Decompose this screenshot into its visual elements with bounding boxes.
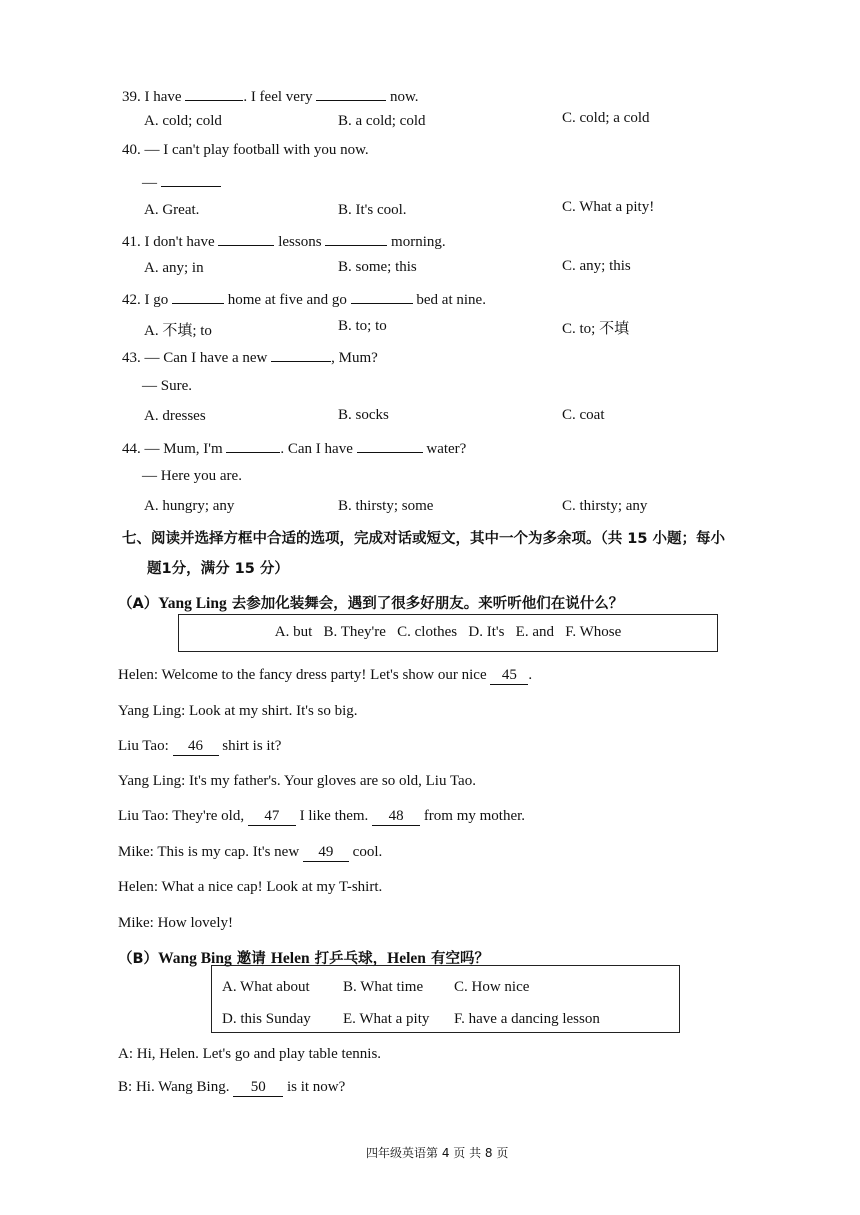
option-c[interactable]: C. coat xyxy=(562,407,605,423)
question-text: , Mum? xyxy=(331,350,378,366)
line-text: They're old, xyxy=(168,808,248,824)
option-c[interactable]: C. to; 不填 xyxy=(562,321,630,337)
question-number: 39. xyxy=(122,89,141,105)
option-a: A. What about xyxy=(222,979,310,995)
option-c[interactable]: C. thirsty; any xyxy=(562,498,648,514)
dialogue-line xyxy=(118,1046,381,1063)
question-number: 40. xyxy=(122,142,141,158)
option-b: B. What time xyxy=(343,979,424,995)
answer-blank-47[interactable]: 47 xyxy=(248,808,296,826)
name-text: Yang Ling xyxy=(158,595,227,612)
dialogue-line xyxy=(118,844,382,862)
question-text: now. xyxy=(389,89,419,105)
title-text: 去参加化装舞会，遇到了很多好朋友。来听听他们在说什么？ xyxy=(226,596,624,612)
dialogue-line xyxy=(118,879,382,896)
dialogue-line xyxy=(118,773,476,790)
question-text: I go xyxy=(144,292,169,308)
option-a[interactable]: A. hungry; any xyxy=(144,498,235,514)
options-box-a xyxy=(178,614,718,652)
answer-blank-45[interactable]: 45 xyxy=(490,667,528,685)
option-b[interactable]: B. thirsty; some xyxy=(338,498,434,514)
line-text: It's my father's. Your gloves are so old, Liu Tao. xyxy=(185,773,476,789)
answer-blank[interactable] xyxy=(325,231,387,246)
option-b[interactable]: B. a cold; cold xyxy=(338,113,426,129)
speaker: Helen: xyxy=(118,667,158,683)
question-text: — I can't play football with you now. xyxy=(144,142,369,158)
question-text: water? xyxy=(426,441,467,457)
option-a[interactable]: A. 不填; to xyxy=(144,323,212,339)
option-b[interactable]: B. some; this xyxy=(338,259,417,275)
dialogue-line xyxy=(118,667,532,685)
answer-blank-48[interactable]: 48 xyxy=(372,808,420,826)
title-text: 邀请 xyxy=(231,951,271,967)
question-text: . Can I have xyxy=(280,441,353,457)
option-c[interactable]: C. What a pity! xyxy=(562,199,655,215)
question-43 xyxy=(122,347,378,367)
options-box-b xyxy=(211,965,680,1033)
page-footer: 四年级英语第 4 页 共 8 页 xyxy=(366,1146,509,1160)
question-text: — Can I have a new xyxy=(144,350,268,366)
option-b[interactable]: B. socks xyxy=(338,407,389,423)
speaker: Liu Tao: xyxy=(118,808,169,824)
question-number: 44. xyxy=(122,441,141,457)
question-42 xyxy=(122,289,486,309)
speaker: Yang Ling: xyxy=(118,703,186,719)
section-7-heading-cont: 题1分，满分 15 分） xyxy=(147,561,289,577)
answer-blank-49[interactable]: 49 xyxy=(303,844,349,862)
name-text: Wang Bing xyxy=(158,950,232,967)
answer-blank-46[interactable]: 46 xyxy=(173,738,219,756)
question-number: 43. xyxy=(122,350,141,366)
answer-blank[interactable] xyxy=(161,172,221,187)
line-text: What a nice cap! Look at my T-shirt. xyxy=(157,879,383,895)
speaker: A: xyxy=(118,1046,133,1062)
line-text: from my mother. xyxy=(420,808,526,824)
dialogue-line xyxy=(118,703,358,720)
speaker: Liu Tao: xyxy=(118,738,169,754)
option-b[interactable]: B. It's cool. xyxy=(338,202,407,218)
line-text: Welcome to the fancy dress party! Let's show our nice xyxy=(157,667,491,683)
answer-blank[interactable] xyxy=(271,347,331,362)
question-number: 41. xyxy=(122,234,141,250)
option-a[interactable]: A. dresses xyxy=(144,408,206,424)
option-c: C. How nice xyxy=(454,979,530,995)
answer-blank-50[interactable]: 50 xyxy=(233,1079,283,1097)
option-b[interactable]: B. to; to xyxy=(338,318,387,334)
title-text: 有空吗？ xyxy=(425,951,489,967)
section-7-heading: 七、阅读并选择方框中合适的选项，完成对话或短文，其中一个为多余项。（共 15 小题；每小 xyxy=(122,531,726,547)
line-text: is it now? xyxy=(283,1079,346,1095)
option-f: F. have a dancing lesson xyxy=(454,1011,600,1027)
question-number: 42. xyxy=(122,292,141,308)
answer-blank[interactable] xyxy=(316,86,386,101)
speaker: Helen: xyxy=(118,879,158,895)
dialogue-line xyxy=(118,1079,345,1097)
line-text: Hi, Helen. Let's go and play table tennis. xyxy=(133,1046,382,1062)
line-text: Hi. Wang Bing. xyxy=(132,1079,234,1095)
question-text: I have xyxy=(144,89,182,105)
reply-line: — Here you are. xyxy=(142,468,242,484)
line-text: cool. xyxy=(348,844,383,860)
dialogue-line xyxy=(118,738,281,756)
dialogue-line xyxy=(118,808,525,826)
line-text: . xyxy=(528,667,533,683)
title-text: 打乒乓球， xyxy=(309,951,388,967)
question-text: bed at nine. xyxy=(416,292,486,308)
option-c[interactable]: C. any; this xyxy=(562,258,631,274)
name-text: Helen xyxy=(270,950,310,967)
question-44 xyxy=(122,438,466,458)
question-41 xyxy=(122,231,446,251)
part-label: （A） xyxy=(118,596,159,612)
question-text: lessons xyxy=(278,234,322,250)
question-text: — Mum, I'm xyxy=(144,441,223,457)
answer-blank[interactable] xyxy=(226,438,280,453)
question-40 xyxy=(122,142,369,159)
answer-blank[interactable] xyxy=(172,289,224,304)
name-text: Helen xyxy=(387,950,426,967)
part-a-title xyxy=(118,592,623,613)
question-39 xyxy=(122,86,419,106)
option-a[interactable]: A. Great. xyxy=(144,202,200,218)
speaker: B: xyxy=(118,1079,133,1095)
option-e: E. What a pity xyxy=(343,1011,430,1027)
option-a[interactable]: A. any; in xyxy=(144,260,204,276)
line-text: How lovely! xyxy=(153,915,233,931)
dialogue-line xyxy=(118,915,233,932)
speaker: Mike: xyxy=(118,915,154,931)
speaker: Mike: xyxy=(118,844,154,860)
reply-line: — Sure. xyxy=(142,378,192,394)
answer-blank[interactable] xyxy=(218,231,274,246)
reply-line xyxy=(142,172,221,192)
question-text: morning. xyxy=(391,234,446,250)
line-text: This is my cap. It's new xyxy=(153,844,303,860)
answer-blank[interactable] xyxy=(357,438,423,453)
line-text: shirt is it? xyxy=(218,738,282,754)
answer-blank[interactable] xyxy=(185,86,243,101)
line-text: I like them. xyxy=(295,808,373,824)
option-d: D. this Sunday xyxy=(222,1011,311,1027)
speaker: Yang Ling: xyxy=(118,773,186,789)
question-text: . I feel very xyxy=(243,89,313,105)
option-c[interactable]: C. cold; a cold xyxy=(562,110,650,126)
question-text: I don't have xyxy=(144,234,215,250)
question-text: home at five and go xyxy=(227,292,347,308)
options-list: A. but B. They're C. clothes D. It's E. and F. Whose xyxy=(274,624,622,640)
dash: — xyxy=(142,175,157,191)
part-label: （B） xyxy=(118,951,159,967)
option-a[interactable]: A. cold; cold xyxy=(144,113,222,129)
line-text: Look at my shirt. It's so big. xyxy=(185,703,358,719)
answer-blank[interactable] xyxy=(351,289,413,304)
